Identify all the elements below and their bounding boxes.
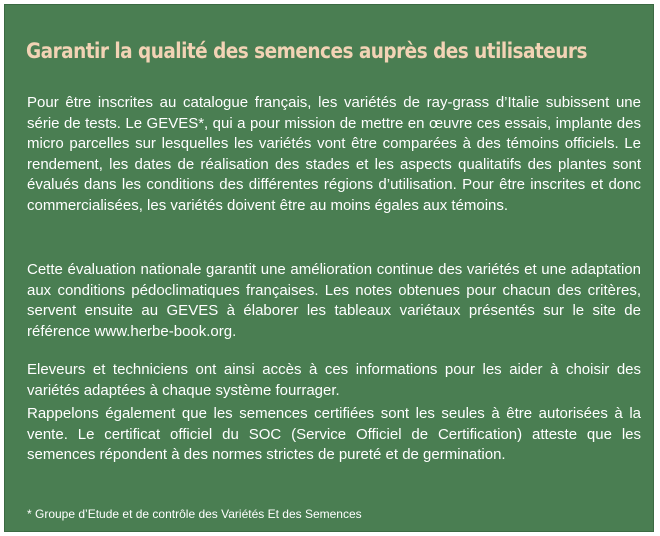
paragraph-catalogue-tests: Pour être inscrites au catalogue français, les variétés de ray-grass d’Italie subissent une série de tests. Le GEVES*, qui a pour mission de mettre en œuvre ces essais, implante des micro parcelles sur lesquelles les variétés vont être comparées à des témoins officiels. Le rendement, les dates de réalisation des stades et les aspects qualitatifs des plantes sont évalués dans les conditions des différentes régions d’utilisation. Pour être inscrites et donc commercialisées, les variétés doivent être au moins égales aux témoins.: [27, 94, 641, 214]
paragraph-national-evaluation: Cette évaluation nationale garantit une amélioration continue des variétés et une adaptation aux conditions pédoclimatiques françaises. Les notes obtenues pour chacun des critères, servent ensuite au GEVES à élaborer les tableaux variétaux présentés sur le site de référence www.herbe-book.org.: [27, 261, 641, 340]
footnote: * Groupe d’Etude et de contrôle des Variétés Et des Semences: [27, 507, 362, 521]
info-box: [4, 4, 654, 532]
paragraph-certified-seeds: Rappelons également que les semences certifiées sont les seules à être autorisées à la vente. Le certificat officiel du SOC (Service Officiel de Certification) atteste que les semences répondent à des normes strictes de pureté et de germination.: [27, 405, 641, 464]
paragraph-information-access: Eleveurs et techniciens ont ainsi accès à ces informations pour les aider à choisir des variétés adaptées à chaque système fourrager.: [27, 361, 641, 399]
box-title: Garantir la qualité des semences auprès des utilisateurs: [26, 39, 587, 63]
